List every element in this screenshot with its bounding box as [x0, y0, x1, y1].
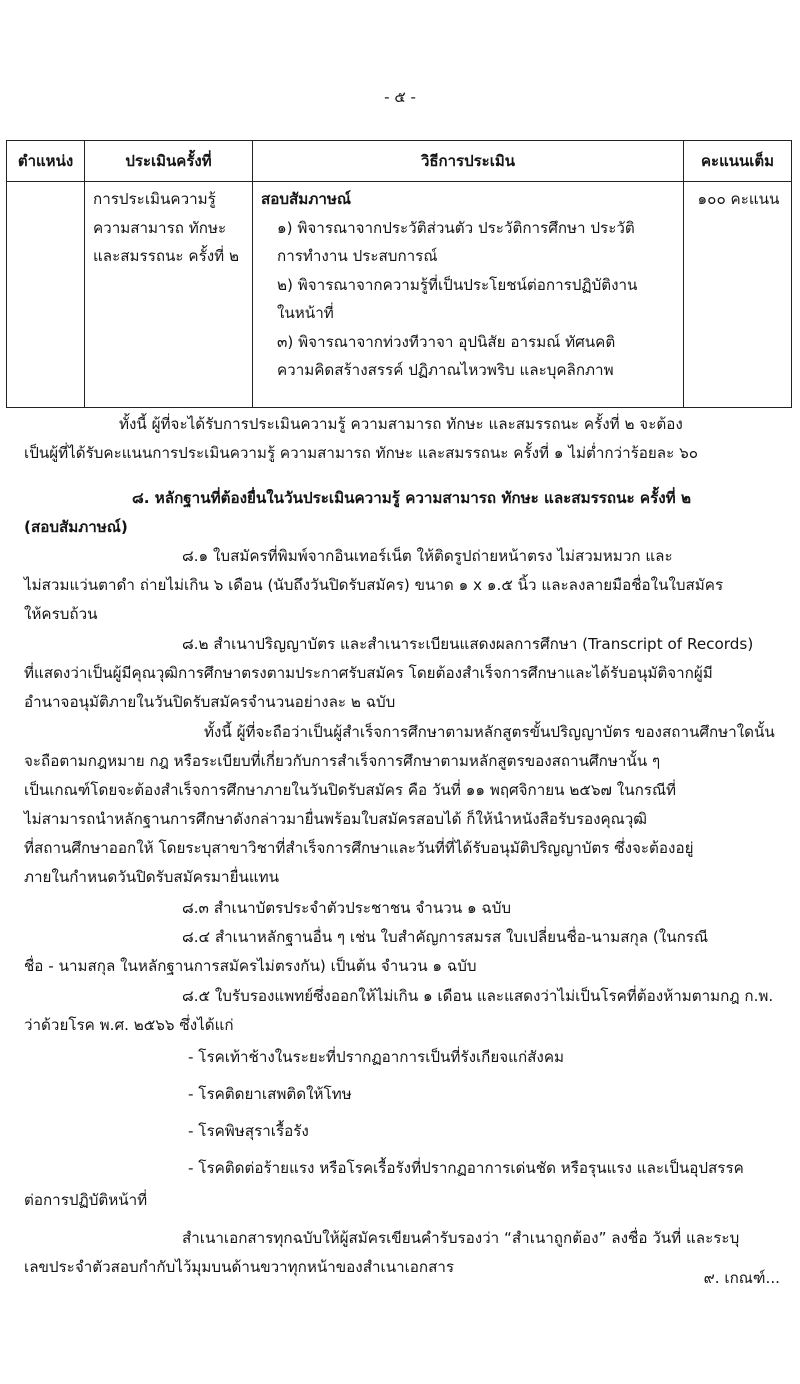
method-line: ๑) พิจารณาจากประวัติส่วนตัว ประวัติการศึกษา ประวัติ	[277, 218, 635, 237]
item-8-3	[24, 894, 786, 923]
item-line: ๘.๓ สำเนาบัตรประจำตัวประชาชน จำนวน ๑ ฉบับ	[182, 899, 512, 917]
round-line: ความสามารถ ทักษะ	[93, 218, 227, 237]
method-line: การทำงาน ประสบการณ์	[277, 247, 438, 265]
table-header-row	[7, 141, 792, 182]
header-position: ตำแหน่ง	[7, 141, 85, 182]
note-line: ทั้งนี้ ผู้ที่จะได้รับการประเมินความรู้ ความสามารถ ทักษะ และสมรรถนะ ครั้งที่ ๒ จะต้อง	[119, 415, 683, 433]
evaluation-table	[6, 140, 792, 408]
disease-item: - โรคพิษสุราเรื้อรัง	[188, 1122, 309, 1140]
item-8-2	[24, 630, 786, 717]
item-line: ไม่สวมแว่นตาดำ ถ่ายไม่เกิน ๖ เดือน (นับถึงวันปิดรับสมัคร) ขนาด ๑ x ๑.๕ นิ้ว และลงลายมือชื่อในใบสมัคร	[24, 576, 724, 594]
disease-continuation	[24, 1186, 786, 1215]
section8-heading	[24, 484, 786, 542]
cell-method	[253, 182, 684, 408]
round-line: และสมรรถนะ ครั้งที่ ๒	[93, 247, 239, 265]
cell-position	[7, 182, 85, 408]
item-line: ๘.๑ ใบสมัครที่พิมพ์จากอินเทอร์เน็ต ให้ติดรูปถ่ายหน้าตรง ไม่สวมหมวก และ	[182, 547, 673, 565]
header-score: คะแนนเต็ม	[684, 141, 792, 182]
cell-score: ๑๐๐ คะแนน	[684, 182, 792, 408]
item-line: ภายในกำหนดวันปิดรับสมัครมายื่นแทน	[24, 868, 280, 886]
item-line: เลขประจำตัวสอบกำกับไว้มุมบนด้านขวาทุกหน้าของสำเนาเอกสาร	[24, 1258, 455, 1276]
item-line: ชื่อ - นามสกุล ในหลักฐานการสมัครไม่ตรงกัน) เป็นต้น จำนวน ๑ ฉบับ	[24, 957, 477, 975]
page-number: - ๕ -	[384, 88, 416, 106]
item-line: ไม่สามารถนำหลักฐานการศึกษาดังกล่าวมายื่นพร้อมใบสมัครสอบได้ ก็ให้นำหนังสือรับรองคุณวุฒิ	[24, 810, 648, 828]
header-round: ประเมินครั้งที่	[85, 141, 253, 182]
item-line: เป็นเกณฑ์โดยจะต้องสำเร็จการศึกษาภายในวันปิดรับสมัคร คือ วันที่ ๑๑ พฤศจิกายน ๒๕๖๗ ในกรณีที่	[24, 781, 677, 799]
method-line: ความคิดสร้างสรรค์ ปฏิภาณไหวพริบ และบุคลิกภาพ	[277, 361, 614, 379]
method-line: ๓) พิจารณาจากท่วงทีวาจา อุปนิสัย อารมณ์ ทัศนคติ	[277, 332, 616, 351]
item-line: ๘.๔ สำเนาหลักฐานอื่น ๆ เช่น ใบสำคัญการสมรส ใบเปลี่ยนชื่อ-นามสกุล (ในกรณี	[182, 928, 709, 946]
note-line: เป็นผู้ที่ได้รับคะแนนการประเมินความรู้ ความสามารถ ทักษะ และสมรรถนะ ครั้งที่ ๑ ไม่ต่ำกว่าร้อยละ ๖๐	[24, 444, 698, 462]
disease-item: - โรคเท้าช้างในระยะที่ปรากฏอาการเป็นที่รังเกียจแก่สังคม	[188, 1048, 565, 1066]
next-page-marker: ๙. เกณฑ์...	[703, 1269, 780, 1287]
item-line: ทั้งนี้ ผู้ที่จะถือว่าเป็นผู้สำเร็จการศึกษาตามหลักสูตรขั้นปริญญาบัตร ของสถานศึกษาใดนั้น	[204, 723, 775, 741]
item-line: จะถือตามกฎหมาย กฎ หรือระเบียบที่เกี่ยวกับการสำเร็จการศึกษาตามหลักสูตรของสถานศึกษานั้น ๆ	[24, 752, 661, 770]
copy-note	[24, 1224, 786, 1282]
method-line: ๒) พิจารณาจากความรู้ที่เป็นประโยชน์ต่อการปฏิบัติงาน	[277, 275, 638, 294]
item-line: ที่แสดงว่าเป็นผู้มีคุณวุฒิการศึกษาตรงตามประกาศรับสมัคร โดยต้องสำเร็จการศึกษาและได้รับอนุมัติจากผู้มี	[24, 664, 713, 682]
item-line: ที่สถานศึกษาออกให้ โดยระบุสาขาวิชาที่สำเร็จการศึกษาและวันที่ที่ได้รับอนุมัติปริญญาบัตร ซึ่งจะต้องอยู่	[24, 839, 694, 857]
method-line: ในหน้าที่	[277, 304, 334, 322]
section-heading: ๘. หลักฐานที่ต้องยื่นในวันประเมินความรู้ ความสามารถ ทักษะ และสมรรถนะ ครั้งที่ ๒	[132, 489, 691, 507]
table-row	[7, 182, 792, 408]
section-heading-cont: (สอบสัมภาษณ์)	[24, 518, 128, 536]
item-line: ๘.๕ ใบรับรองแพทย์ซึ่งออกให้ไม่เกิน ๑ เดือน และแสดงว่าไม่เป็นโรคที่ต้องห้ามตามกฎ ก.พ.	[182, 987, 774, 1005]
item-line: ว่าด้วยโรค พ.ศ. ๒๕๖๖ ซึ่งได้แก่	[24, 1016, 234, 1034]
round-line: การประเมินความรู้	[93, 190, 216, 208]
item-line: ให้ครบถ้วน	[24, 605, 98, 623]
item-8-1	[24, 542, 786, 629]
item-line: ต่อการปฏิบัติหน้าที่	[24, 1191, 148, 1209]
note-paragraph	[24, 410, 786, 468]
item-line: สำเนาเอกสารทุกฉบับให้ผู้สมัครเขียนคำรับรองว่า “สำเนาถูกต้อง” ลงชื่อ วันที่ และระบุ	[182, 1229, 740, 1247]
disease-item: - โรคติดยาเสพติดให้โทษ	[188, 1085, 352, 1103]
item-8-4	[24, 923, 786, 981]
item-line: อำนาจอนุมัติภายในวันปิดรับสมัครจำนวนอย่างละ ๒ ฉบับ	[24, 693, 396, 711]
disease-item: - โรคติดต่อร้ายแรง หรือโรคเรื้อรังที่ปรากฏอาการเด่นชัด หรือรุนแรง และเป็นอุปสรรค	[188, 1159, 744, 1177]
item-8-2-note	[24, 718, 786, 892]
item-line: ๘.๒ สำเนาปริญญาบัตร และสำเนาระเบียนแสดงผลการศึกษา (Transcript of Records)	[182, 635, 754, 653]
item-8-5	[24, 982, 786, 1040]
cell-round	[85, 182, 253, 408]
method-title: สอบสัมภาษณ์	[261, 190, 351, 208]
header-method: วิธีการประเมิน	[253, 141, 684, 182]
